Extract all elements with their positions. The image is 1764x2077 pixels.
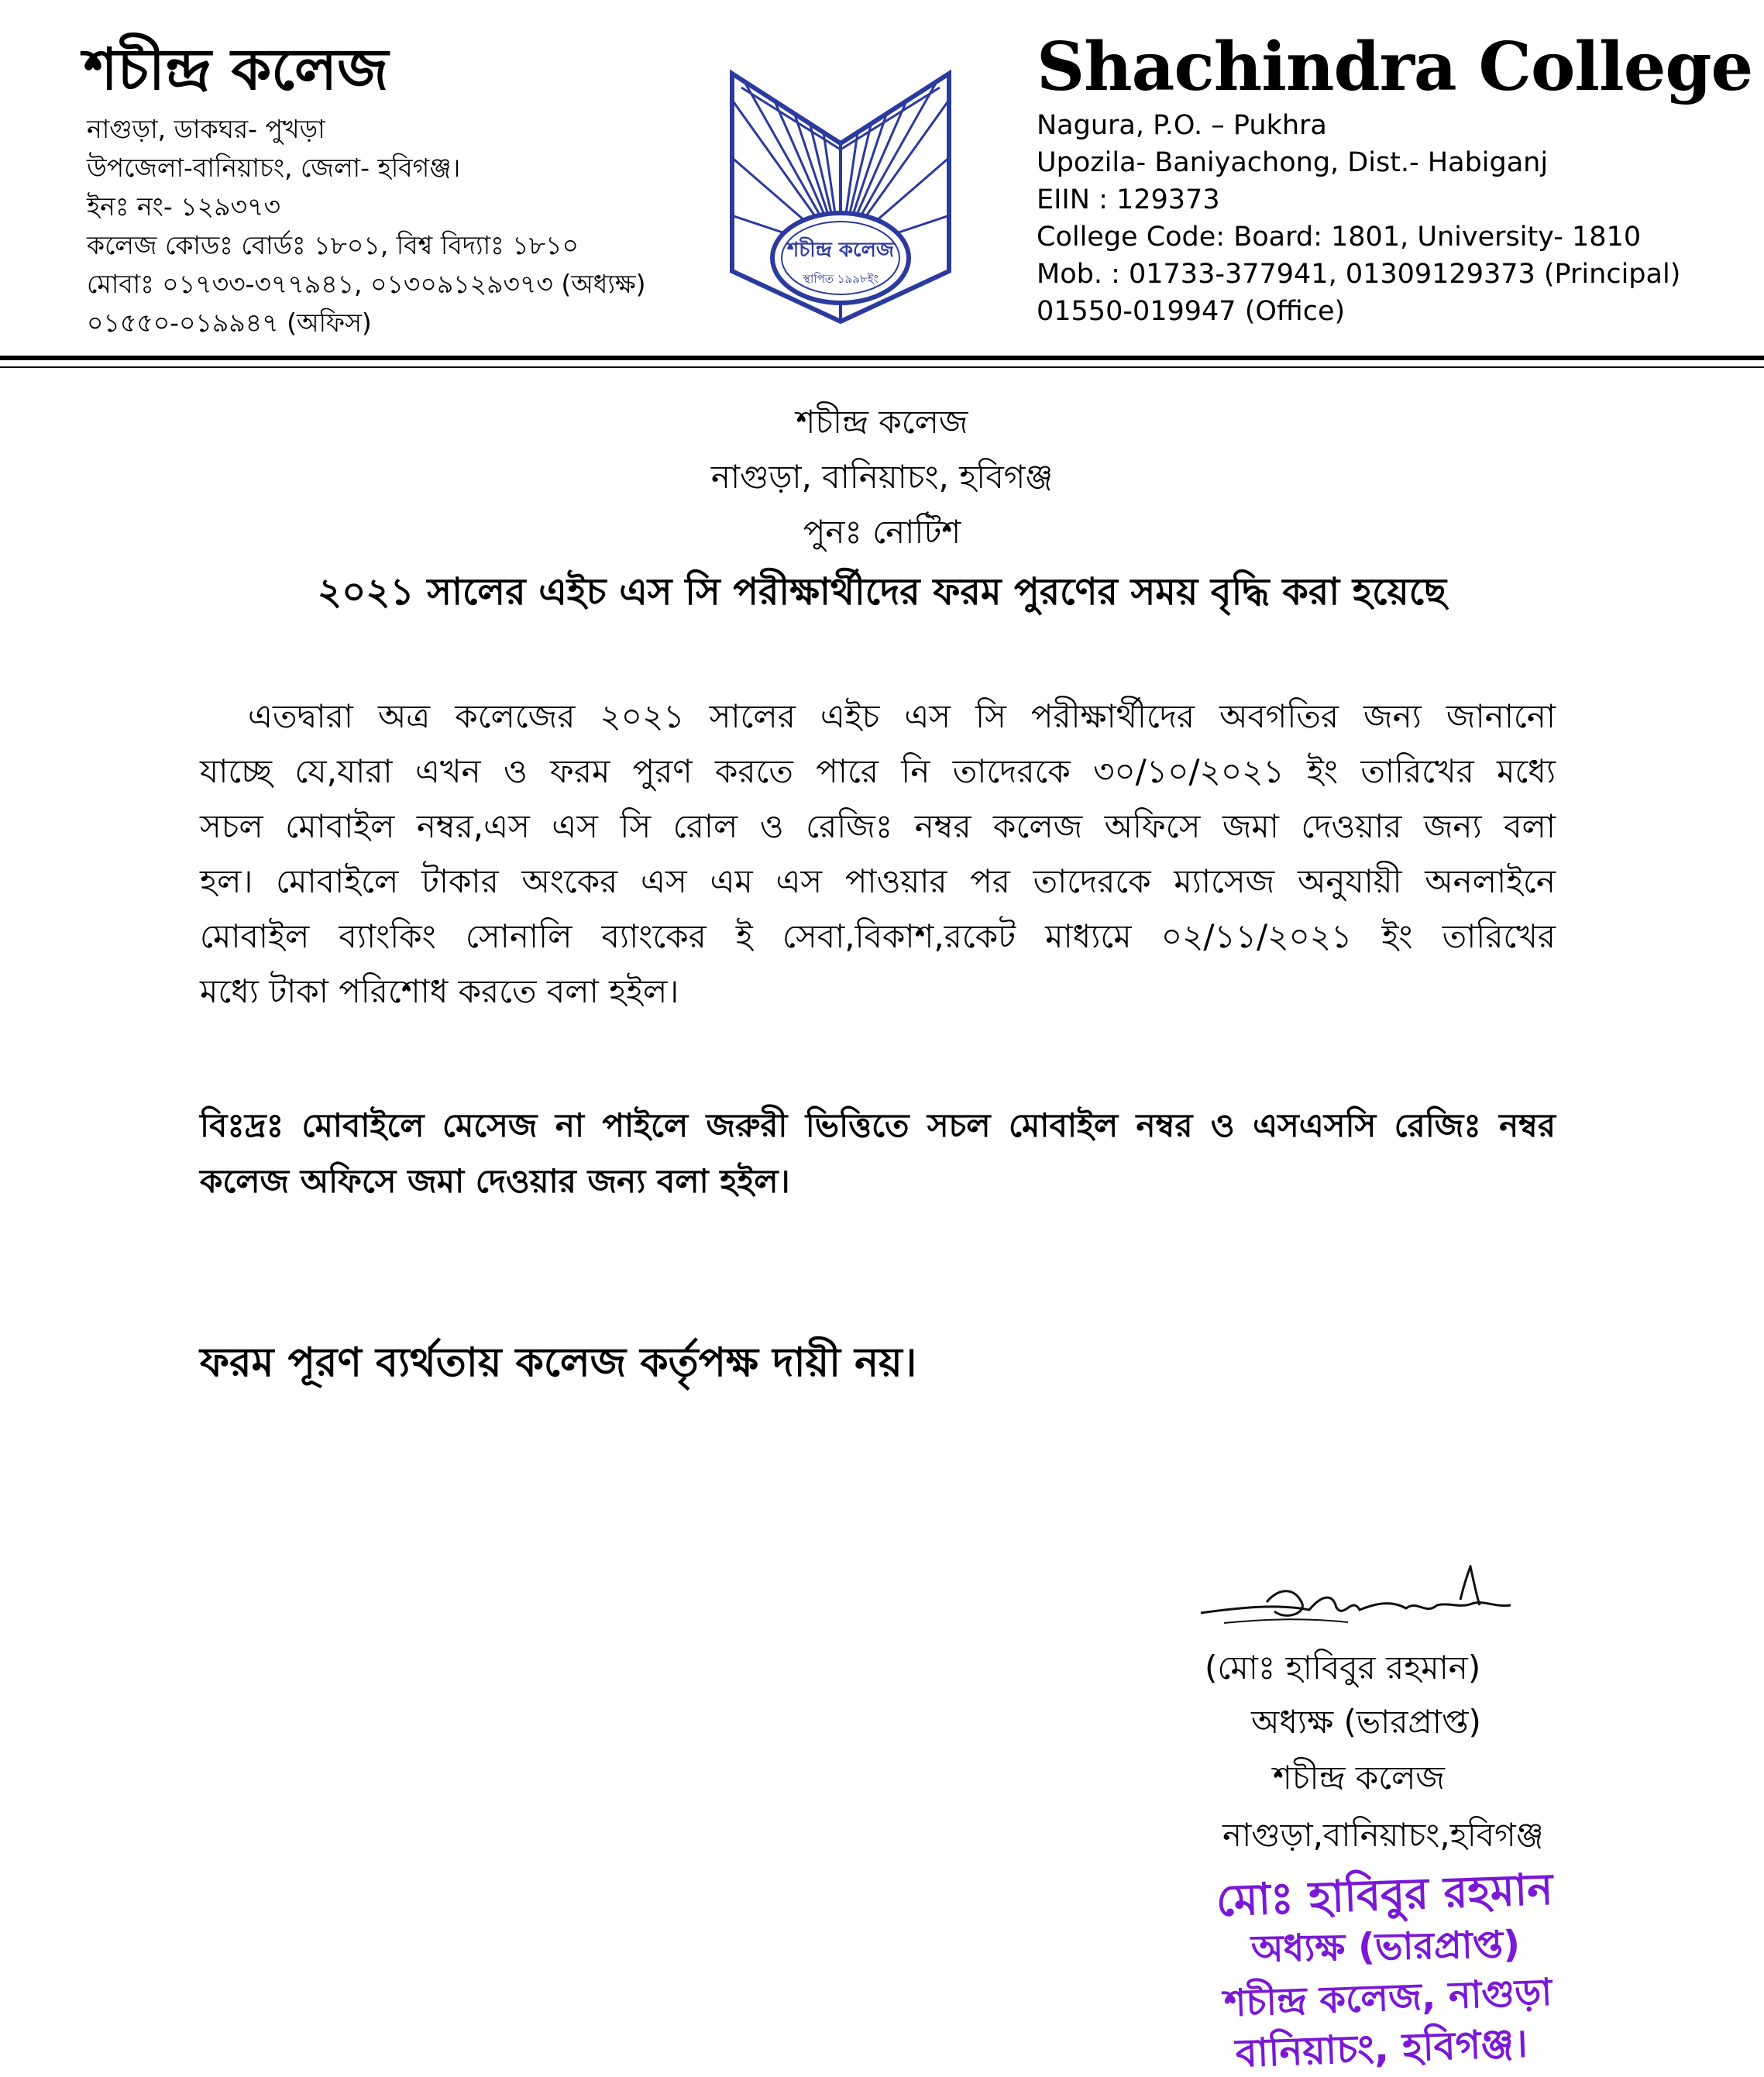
body-line: সচল মোবাইল নম্বর,এস এস সি রোল ও রেজিঃ নম্বর কলেজ অফিসে জমা দেওয়ার জন্য বলা — [200, 807, 1556, 845]
college-name-english: Shachindra College — [1037, 28, 1753, 106]
stamp-line: মোঃ হাবিবুর রহমান — [1215, 1864, 1554, 1927]
header-divider-thick — [0, 356, 1764, 360]
signatory-name: (মোঃ হাবিবুর রহমান) — [1205, 1649, 1481, 1687]
logo-established-text: স্থাপিত ১৯৯৮ইং — [803, 272, 879, 286]
college-name-bengali: শচীন্দ্র কলেজ — [84, 36, 389, 103]
eiin-line-bengali: ইনঃ নং- ১২৯৩৭৩ — [87, 191, 280, 222]
district-line-english: Upozila- Baniyachong, Dist.- Habiganj — [1037, 147, 1549, 178]
mobile-line-english: Mob. : 01733-377941, 01309129373 (Principal) — [1037, 259, 1681, 290]
office-phone-line-english: 01550-019947 (Office) — [1037, 296, 1346, 327]
notice-headline: ২০২১ সালের এইচ এস সি পরীক্ষার্থীদের ফরম পুরণের সময় বৃদ্ধি করা হয়েছে — [317, 570, 1447, 614]
stamp-line: বানিয়াচং, হবিগঞ্জ। — [1234, 2020, 1528, 2076]
stamp-line: অধ্যক্ষ (ভারপ্রাপ্ত) — [1250, 1922, 1521, 1972]
body-line: মোবাইল ব্যাংকিং সোনালি ব্যাংকের ই সেবা,বিকাশ,রকেট মাধ্যমে ০২/১১/২০২১ ইং তারিখের — [200, 917, 1556, 955]
stamp-line: শচীন্দ্র কলেজ, নাগুড়া — [1223, 1970, 1553, 2026]
mobile-line-bengali: মোবাঃ ০১৭৩৩-৩৭৭৯৪১, ০১৩০৯১২৯৩৭৩ (অধ্যক্ষ) — [87, 269, 646, 299]
note-line: বিঃদ্রঃ মোবাইলে মেসেজ না পাইলে জরুরী ভিত্তিতে সচল মোবাইল নম্বর ও এসএসসি রেজিঃ নম্বর — [200, 1106, 1556, 1144]
notice-type: পুনঃ নোটিশ — [803, 513, 961, 551]
body-line: হল। মোবাইলে টাকার অংকের এস এম এস পাওয়ার পর তাদেরকে ম্যাসেজ অনুযায়ী অনলাইনে — [200, 862, 1556, 900]
address-line-bengali: নাগুড়া, ডাকঘর- পুখড়া — [87, 114, 325, 144]
district-line-bengali: উপজেলা-বানিয়াচং, জেলা- হবিগঞ্জ। — [87, 153, 461, 183]
notice-college-name: শচীন্দ্র কলেজ — [796, 403, 968, 441]
note-line: কলেজ অফিসে জমা দেওয়ার জন্য বলা হইল। — [200, 1162, 790, 1200]
college-code-line-english: College Code: Board: 1801, University- 1810 — [1037, 222, 1642, 253]
address-line-english: Nagura, P.O. – Pukhra — [1037, 110, 1327, 141]
logo-seal-text: শচীন্দ্র কলেজ — [786, 239, 895, 262]
handwritten-signature — [1193, 1565, 1534, 1650]
college-code-line-bengali: কলেজ কোডঃ বোর্ডঃ ১৮০১, বিশ্ব বিদ্যাঃ ১৮১০ — [87, 230, 579, 260]
body-line: মধ্যে টাকা পরিশোধ করতে বলা হইল। — [200, 972, 679, 1010]
signatory-title: অধ্যক্ষ (ভারপ্রাপ্ত) — [1251, 1703, 1481, 1741]
signatory-address: নাগুড়া,বানিয়াচং,হবিগঞ্জ — [1222, 1816, 1544, 1854]
body-line: এতদ্বারা অত্র কলেজের ২০২১ সালের এইচ এস সি পরীক্ষার্থীদের অবগতির জন্য জানানো — [248, 697, 1556, 735]
header-divider-thin — [0, 366, 1764, 368]
body-line: যাচ্ছে যে,যারা এখন ও ফরম পুরণ করতে পারে নি তাদেরকে ৩০/১০/২০২১ ইং তারিখের মধ্যে — [200, 752, 1556, 790]
signatory-college: শচীন্দ্র কলেজ — [1273, 1759, 1445, 1797]
official-stamp — [1185, 1855, 1619, 2077]
open-book-logo-icon — [724, 58, 957, 325]
warning-text: ফরম পূরণ ব্যর্থতায় কলেজ কর্তৃপক্ষ দায়ী নয়। — [200, 1339, 917, 1386]
office-phone-line-bengali: ০১৫৫০-০১৯৯৪৭ (অফিস) — [87, 308, 372, 338]
eiin-line-english: EIIN : 129373 — [1037, 184, 1220, 215]
notice-address: নাগুড়া, বানিয়াচং, হবিগঞ্জ — [710, 458, 1054, 496]
